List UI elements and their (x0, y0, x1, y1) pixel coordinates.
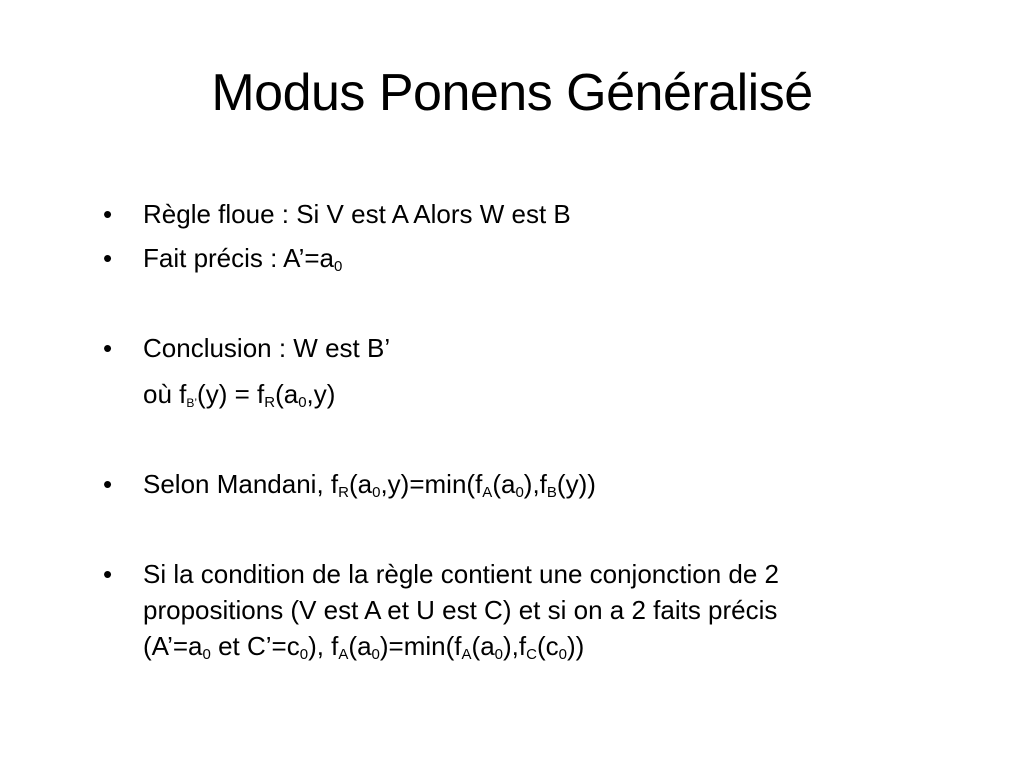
bullet-icon: • (103, 559, 113, 589)
bullet-text: Règle floue : Si V est A Alors W est B (143, 199, 571, 229)
bullet-icon: • (103, 469, 113, 499)
bullet-icon: • (103, 333, 113, 363)
bullet-text: Si la condition de la règle contient une conjonction de 2 (143, 559, 779, 589)
bullet-text: Selon Mandani, $f_R(a_0,y)=\min(f_A(a_0),f_B(y))$ (143, 469, 596, 501)
bullet-icon: • (103, 243, 113, 273)
bullet-text: ($A’=a_0$ et $C’=c_0$), $f_A(a_0)=\min(f_A(a_0),f_C(c_0))$ (143, 631, 585, 663)
slide-title: Modus Ponens Généralisé (211, 64, 813, 122)
formula-text: où $f_{B’}(y) = f_R(a_0,y)$ (143, 379, 336, 411)
bullet-text: Conclusion : W est B’ (143, 333, 391, 363)
bullet-text: Fait précis : $A’=a_0$ (143, 243, 343, 275)
bullet-icon: • (103, 199, 113, 229)
bullet-text: propositions (V est A et U est C) et si on a 2 faits précis (143, 595, 778, 625)
